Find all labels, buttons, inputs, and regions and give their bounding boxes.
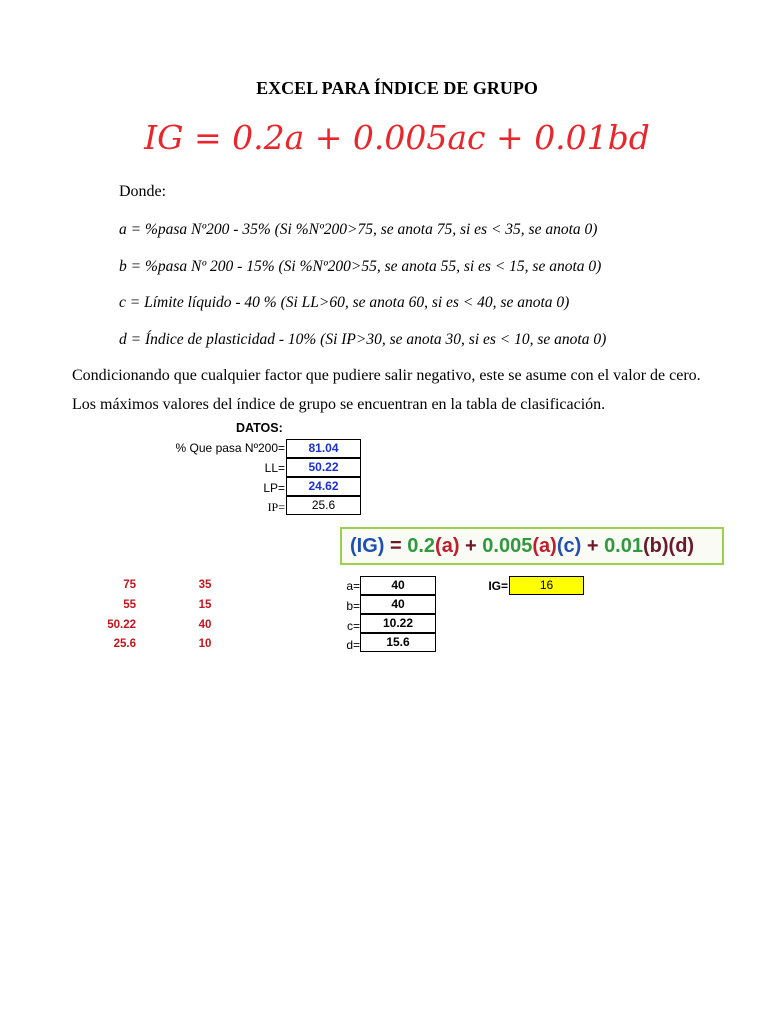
limit-max-a: 75 [123, 579, 136, 591]
main-formula [0, 118, 768, 157]
factor-label-c: c= [346, 619, 360, 633]
banner-coef-1: 0.2 [407, 535, 436, 557]
banner-a-1: (a) [435, 535, 460, 557]
limit-min-b: 15 [198, 599, 212, 611]
datos-value-lp[interactable]: 24.62 [286, 477, 361, 496]
definition-d: d = Índice de plasticidad - 10% (Si IP>30, se anota 30, si es < 10, se anota 0) [119, 331, 607, 348]
definition-b: b = %pasa Nº 200 - 15% (Si %Nº200>55, se anota 55, si es < 15, se anota 0) [119, 258, 602, 275]
formula-eq: = [183, 118, 233, 157]
banner-coef-2: 0.005 [482, 535, 533, 557]
banner-plus-2: + [581, 535, 605, 557]
limit-min-c: 40 [198, 619, 212, 631]
datos-value-ll[interactable]: 50.22 [286, 458, 361, 477]
datos-value-pasa200[interactable]: 81.04 [286, 439, 361, 458]
factor-value-d[interactable]: 15.6 [360, 633, 436, 652]
definition-a: a = %pasa Nº200 - 35% (Si %Nº200>75, se anota 75, si es < 35, se anota 0) [119, 221, 598, 238]
factor-label-a: a= [346, 579, 360, 593]
datos-label-ip: IP= [267, 500, 285, 514]
donde-label: Donde: [119, 183, 167, 200]
banner-plus-1: + [459, 535, 483, 557]
factor-label-d: d= [346, 638, 360, 652]
banner-b: (b) [643, 535, 669, 557]
formula-term-2: 0.005ac [352, 118, 486, 157]
banner-d: (d) [668, 535, 695, 557]
ig-result-label: IG= [488, 579, 508, 593]
note-paragraph-2: Los máximos valores del índice de grupo se encuentran en la tabla de clasificación. [72, 396, 606, 413]
limit-max-b: 55 [123, 599, 136, 611]
datos-value-ip[interactable]: 25.6 [286, 496, 361, 515]
factor-value-c[interactable]: 10.22 [360, 614, 436, 633]
limit-min-a: 35 [198, 579, 212, 591]
factor-label-b: b= [346, 599, 360, 613]
page-title: EXCEL PARA ÍNDICE DE GRUPO [256, 78, 538, 98]
banner-c: (c) [556, 535, 582, 557]
datos-heading: DATOS: [236, 421, 283, 435]
formula-term-3: 0.01bd [534, 118, 650, 157]
factor-value-b[interactable]: 40 [360, 595, 436, 614]
limit-value-c: 50.22 [107, 619, 136, 631]
ig-result-value[interactable]: 16 [509, 576, 584, 595]
ig-formula-banner [340, 527, 724, 565]
formula-term-1: 0.2a [232, 118, 305, 157]
banner-a-2: (a) [532, 535, 557, 557]
datos-label-lp: LP= [263, 481, 285, 495]
limit-min-d: 10 [198, 638, 212, 650]
formula-lhs: IG [144, 118, 184, 157]
limit-value-d: 25.6 [113, 638, 136, 650]
banner-ig: (IG) [350, 535, 385, 557]
banner-coef-3: 0.01 [604, 535, 643, 557]
formula-plus-1: + [304, 118, 353, 157]
formula-plus-2: + [485, 118, 535, 157]
banner-eq: = [384, 535, 408, 557]
note-paragraph-1: Condicionando que cualquier factor que pudiere salir negativo, este se asume con el valor de cero. [72, 367, 701, 384]
factor-value-a[interactable]: 40 [360, 576, 436, 595]
definition-c: c = Límite líquido - 40 % (Si LL>60, se anota 60, si es < 40, se anota 0) [119, 294, 570, 311]
datos-label-ll: LL= [264, 461, 285, 475]
datos-label-pasa200: % Que pasa Nº200= [175, 441, 285, 455]
